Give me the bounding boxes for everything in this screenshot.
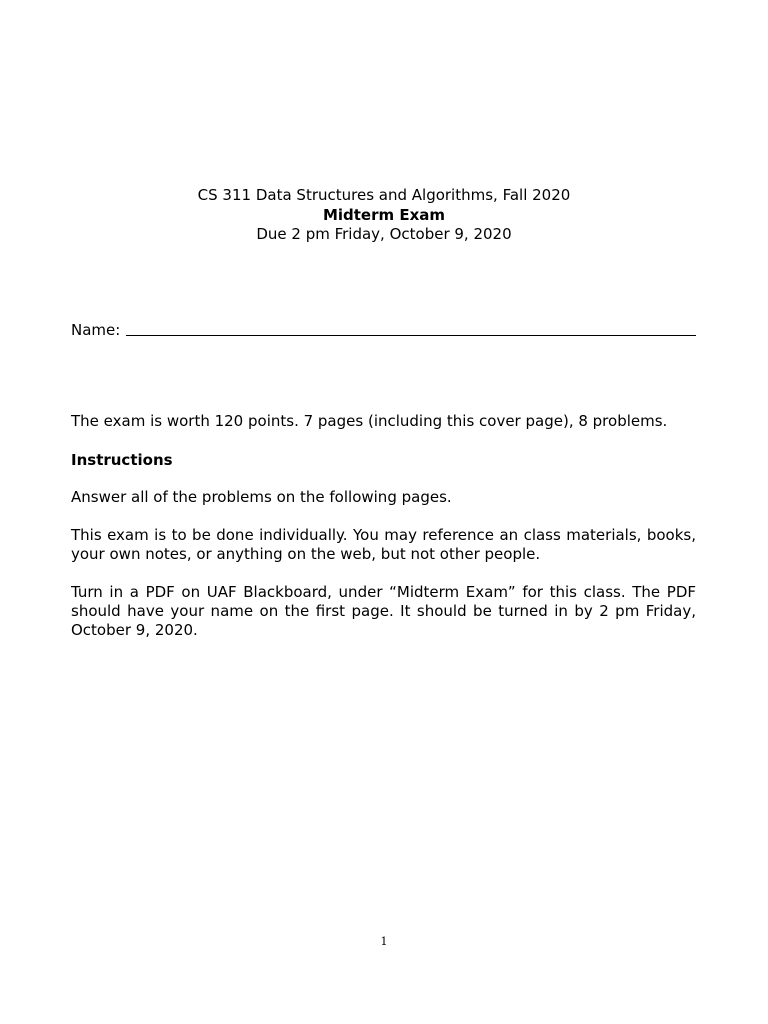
course-title: CS 311 Data Structures and Algorithms, Fall 2020	[197, 186, 571, 204]
instruction-individual: This exam is to be done individually. You may reference an class materials, books, your own notes, or anything on the web, but not other people.	[71, 526, 696, 564]
page-number: 1	[380, 935, 388, 948]
instructions-heading: Instructions	[71, 451, 173, 469]
exam-title: Midterm Exam	[322, 205, 446, 224]
name-field	[71, 318, 696, 340]
exam-header	[0, 186, 768, 245]
name-blank-line	[126, 319, 696, 336]
name-label: Name:	[71, 321, 121, 339]
instruction-turn-in: Turn in a PDF on UAF Blackboard, under “Midterm Exam” for this class. The PDF should have your name on the first page. It should be turned in by 2 pm Friday, October 9, 2020.	[71, 583, 696, 640]
due-date: Due 2 pm Friday, October 9, 2020	[256, 225, 512, 243]
instruction-answer-all: Answer all of the problems on the following pages.	[71, 488, 452, 506]
points-summary: The exam is worth 120 points. 7 pages (including this cover page), 8 problems.	[71, 412, 668, 430]
